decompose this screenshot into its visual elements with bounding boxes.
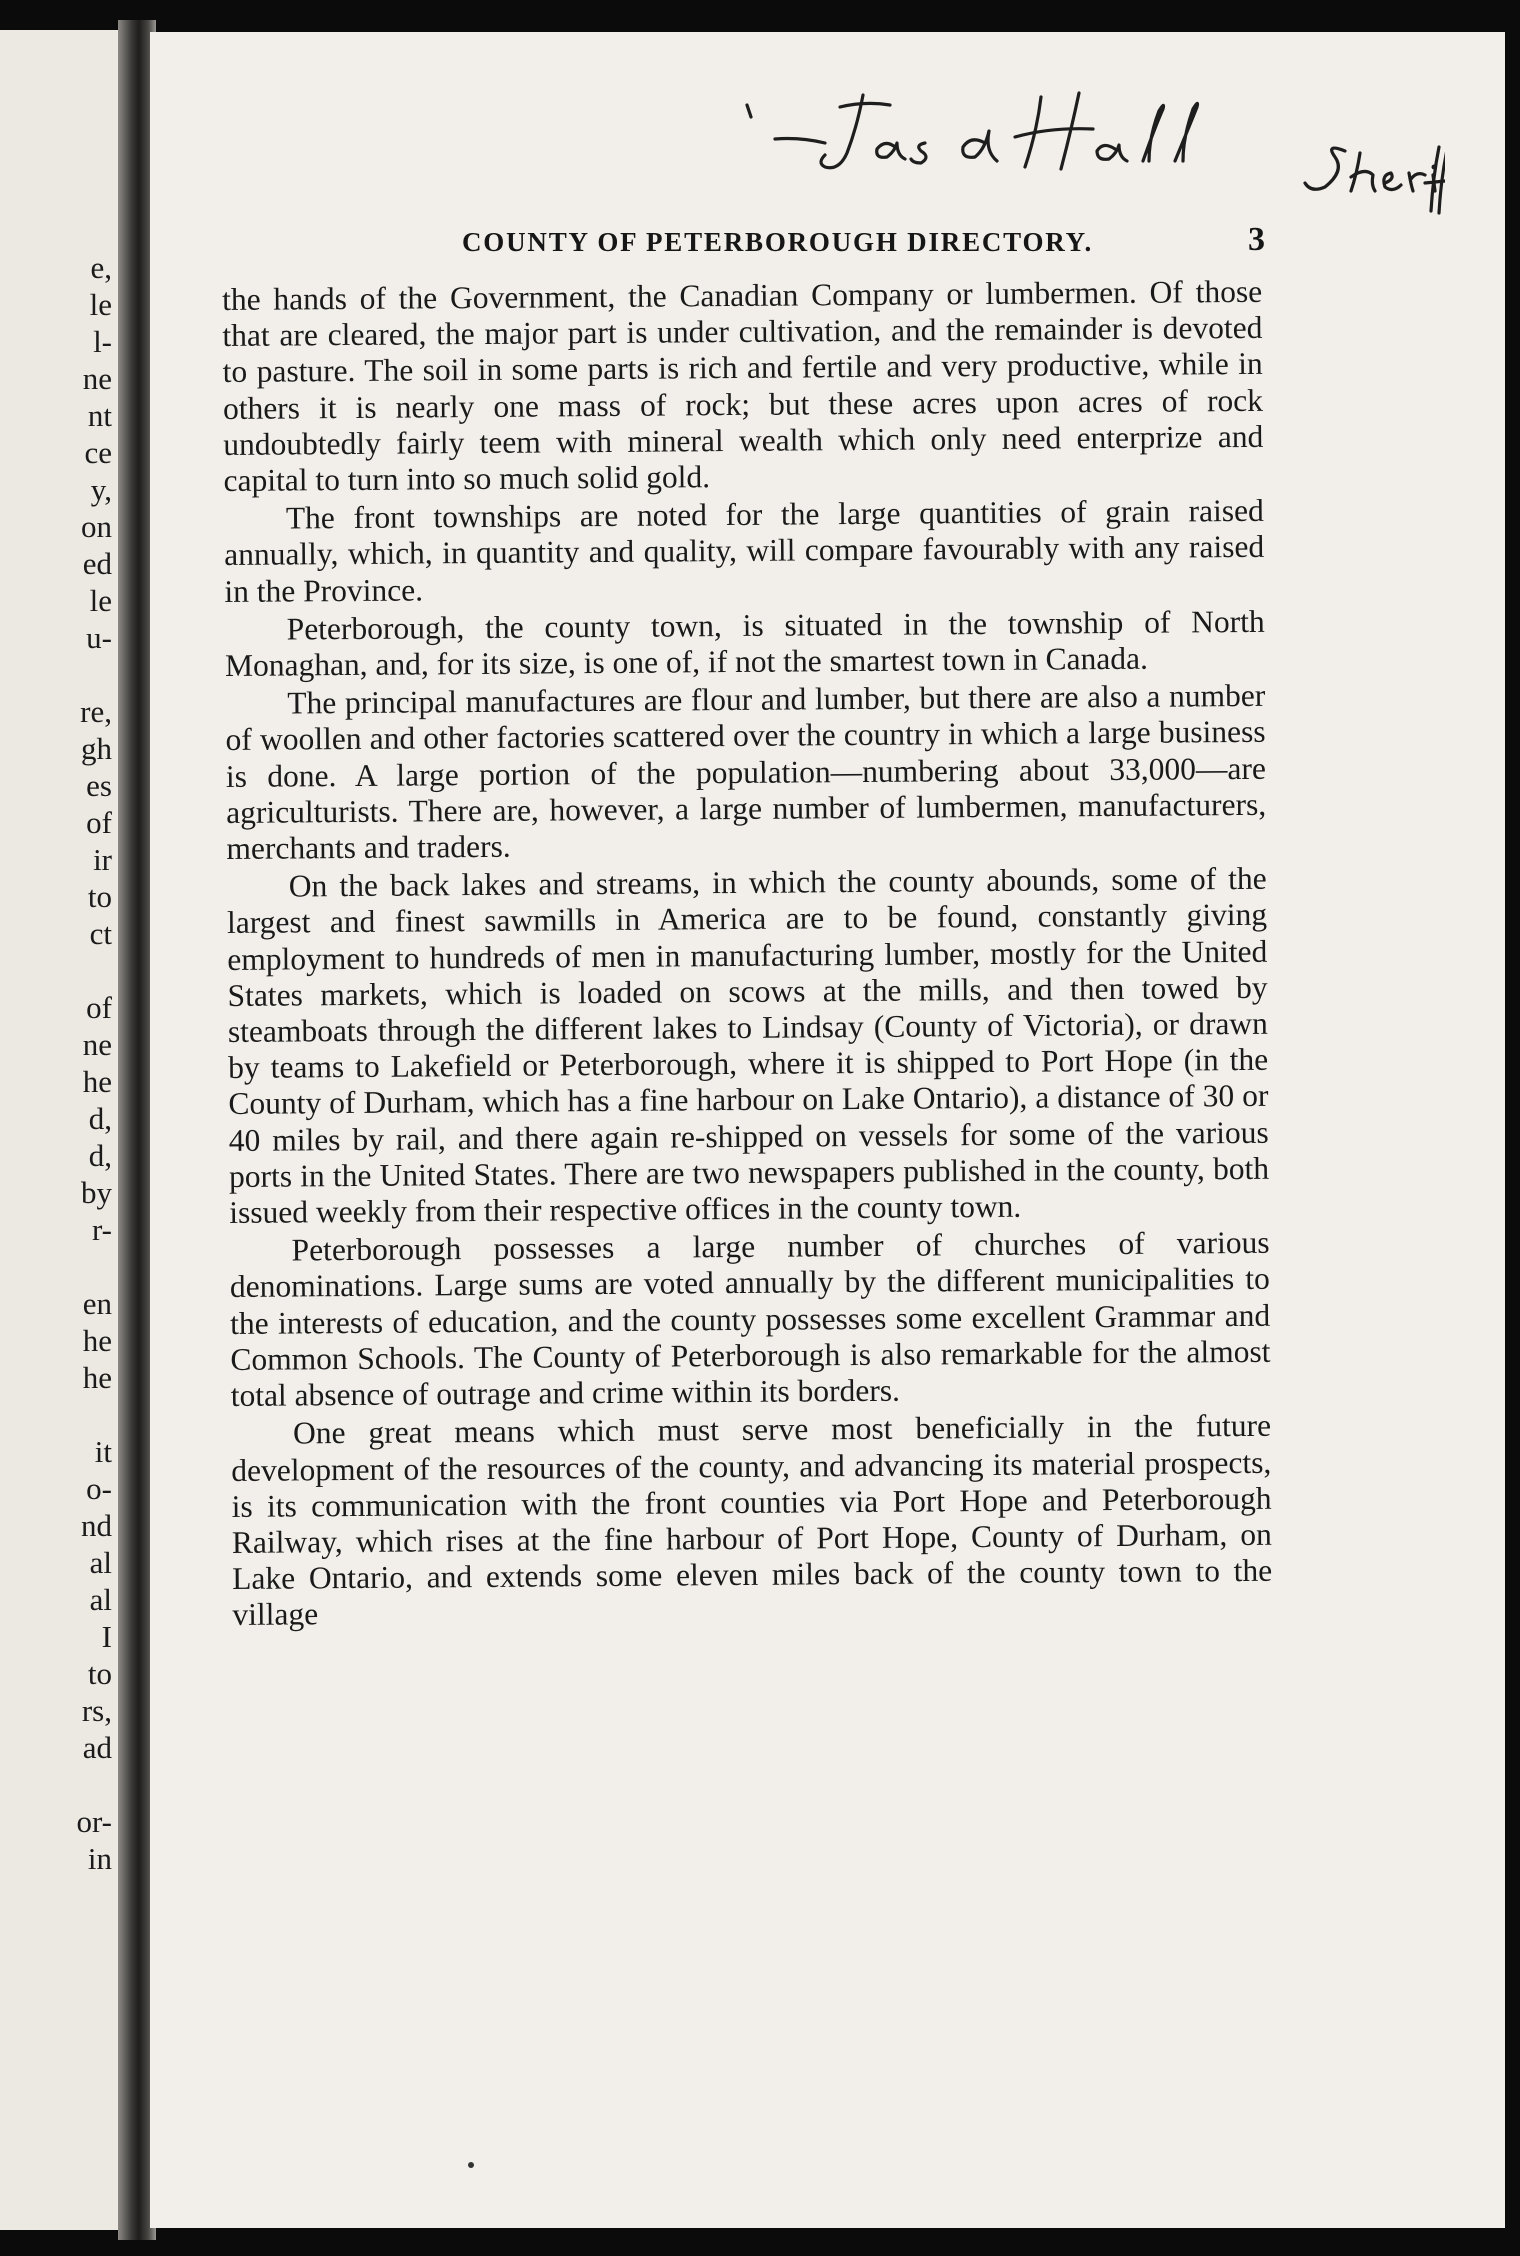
paragraph-2: The front townships are noted for the large quantities of grain raised annually, which, in quantity and quality, will compare favourably with any raised in the Province. <box>224 493 1265 609</box>
page-number: 3 <box>1248 221 1265 258</box>
left-page-fragment: rs, <box>81 1693 112 1728</box>
left-page-fragment: nt <box>87 398 112 433</box>
left-page-fragment: of <box>86 990 112 1025</box>
left-page-fragment: by <box>81 1175 112 1210</box>
paragraph-7: One great means which must serve most beneficially in the future development of the resources of the county, and advancing its material prospects, is its communication with the front counties via Port Hope and Peterborough Railway, which rises at the fine harbour of Port Hope, County of Durham, on Lake Ontario, and extends some eleven miles back of the county town to the village <box>231 1408 1273 1633</box>
left-page-fragment: ct <box>89 916 112 951</box>
left-page-fragment: re, <box>80 694 112 729</box>
left-page-fragment: on <box>81 509 112 544</box>
paragraph-5: On the back lakes and streams, in which the county abounds, some of the largest and finest sawmills in America are to be found, constantly giving employment to hundreds of men in manufacturing lumber, mostly for the United States markets, which is loaded on scows at the mills, and then towed by steamboats through the different lakes to Lindsay (County of Victoria), or drawn by teams to Lakefield or Peterborough, where it is shipped to Port Hope (in the County of Durham, which has a fine harbour on Lake Ontario), a distance of 30 or 40 miles by rail, and there again re-shipped on vessels for some of the various ports in the United States. There are two newspapers published in the county, both issued weekly from their respective offices in the county town. <box>226 861 1270 1231</box>
page-header <box>150 221 1505 267</box>
left-page-fragment: al <box>89 1582 112 1617</box>
left-page-fragment: al <box>89 1545 112 1580</box>
left-page-fragment: le <box>89 583 112 618</box>
left-page-fragment: ir <box>93 842 112 877</box>
paragraph-4: The principal manufactures are flour and lumber, but there are also a number of woollen and other factories scattered over the country in which a large business is done. A large portion of the population—numbering about 33,000—are agriculturists. There are, however, a large number of lumbermen, manufacturers, merchants and traders. <box>225 678 1267 867</box>
handwritten-signature <box>745 87 1445 217</box>
left-page-fragment: he <box>82 1360 112 1395</box>
left-page-fragment: es <box>86 768 112 803</box>
left-page-fragment: he <box>82 1064 112 1099</box>
left-page-fragment: u- <box>86 620 112 655</box>
left-page-fragment: le <box>89 287 112 322</box>
left-page-fragment: ne <box>82 1027 112 1062</box>
left-page-fragment: r- <box>91 1212 112 1247</box>
left-page-fragment: ed <box>82 546 112 581</box>
left-page-fragment: ne <box>82 361 112 396</box>
left-page-fragment: d, <box>88 1101 112 1136</box>
right-page <box>150 32 1505 2228</box>
left-page-fragment: it <box>94 1434 112 1469</box>
left-page-fragment: en <box>82 1286 112 1321</box>
running-head: COUNTY OF PETERBOROUGH DIRECTORY. <box>462 227 1094 257</box>
left-page-fragment: y, <box>90 472 112 507</box>
left-page-fragment: d, <box>88 1138 112 1173</box>
left-page-fragment: ad <box>82 1730 112 1765</box>
left-page-fragment: o- <box>86 1471 112 1506</box>
left-page-fragment: nd <box>81 1508 112 1543</box>
left-page-fragment: to <box>87 879 112 914</box>
left-page-fragment: l- <box>93 324 112 359</box>
left-page-fragment: I <box>101 1619 112 1654</box>
paragraph-1: the hands of the Government, the Canadian Company or lumbermen. Of those that are cleared, the major part is under cultivation, and the remainder is devoted to pasture. The soil in some parts is rich and fertile and very productive, while in others it is nearly one mass of rock; but these acres upon acres of rock undoubtedly fairly teem with mineral wealth which only need enterprize and capital to turn into so much solid gold. <box>222 273 1264 499</box>
left-page-edge <box>0 30 118 2230</box>
left-page-fragment: he <box>82 1323 112 1358</box>
left-page-fragment: to <box>87 1656 112 1691</box>
body-text <box>222 274 1273 1636</box>
left-page-fragment: or- <box>76 1804 112 1839</box>
left-page-fragment: ce <box>84 435 112 470</box>
left-page-fragment: of <box>86 805 112 840</box>
paragraph-6: Peterborough possesses a large number of churches of various denominations. Large sums are voted annually by the different municipalities to the interests of education, and the county possesses some excellent Grammar and Common Schools. The County of Peterborough is also remarkable for the almost total absence of outrage and crime within its borders. <box>229 1225 1271 1414</box>
scan-speck <box>468 2162 474 2168</box>
left-page-fragment: in <box>87 1841 112 1876</box>
left-page-fragment: gh <box>81 731 112 766</box>
paragraph-3: Peterborough, the county town, is situated in the township of North Monaghan, and, for its size, is one of, if not the smartest town in Canada. <box>224 603 1265 684</box>
left-page-fragment: e, <box>90 250 112 285</box>
